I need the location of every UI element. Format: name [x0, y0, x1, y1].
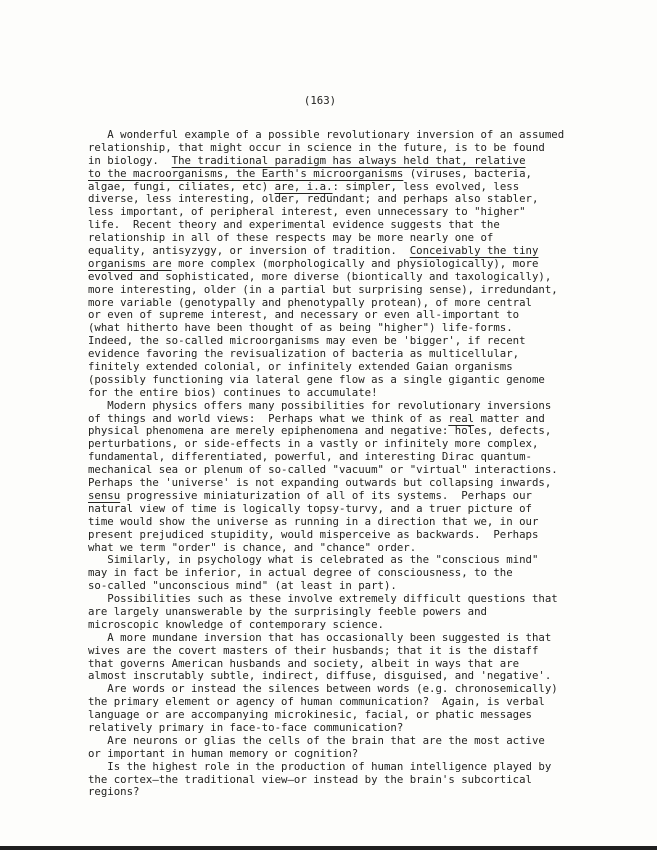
text-line: diverse, less interesting, older, redundant; and perhaps also stabler, [88, 192, 539, 206]
text-line: Similarly, in psychology what is celebrated as the "conscious mind" [88, 553, 539, 567]
scan-edge-artifact [0, 846, 657, 850]
text-line: A wonderful example of a possible revolutionary inversion of an assumed [88, 128, 565, 141]
text-line: that governs American husbands and society, albeit in ways that are [88, 656, 520, 670]
text-line: finitely extended colonial, or infinitely extended Gaian organisms [88, 360, 513, 374]
text-line: life. Recent theory and experimental evidence suggests that the [88, 218, 500, 232]
text-line: time would show the universe as running in a direction that we, in our [88, 514, 539, 528]
text-line: natural view of time is logically topsy-turvy, and a truer picture of [88, 501, 532, 515]
text-line: Perhaps the 'universe' is not expanding outwards but collapsing inwards, [88, 476, 552, 490]
text-line: more variable (genotypally and phenotypally protean), of more central [88, 295, 532, 309]
page-body [88, 129, 588, 799]
text-line: equality, antisyzygy, or inversion of tradition. Conceivably the tiny [88, 244, 539, 258]
text-line: mechanical sea or plenum of so-called "vacuum" or "virtual" interactions. [88, 463, 558, 477]
text-line: Indeed, the so-called microorganisms may even be 'bigger', if recent [88, 334, 526, 348]
text-line: (possibly functioning via lateral gene flow as a single gigantic genome [88, 372, 545, 386]
text-line: evolved and sophisticated, more diverse (biontically and taxologically), [88, 269, 552, 283]
text-line: language or are accompanying microkinesic, facial, or phatic messages [88, 708, 532, 722]
text-line: relatively primary in face-to-face communication? [88, 720, 404, 734]
text-line: of things and world views: Perhaps what we think of as real matter and [88, 411, 545, 425]
text-line: Possibilities such as these involve extremely difficult questions that [88, 592, 558, 606]
text-line: so-called "unconscious mind" (at least in part). [88, 579, 397, 593]
text-line: for the entire bios) continues to accumulate! [88, 385, 378, 399]
text-line: microscopic knowledge of contemporary science. [88, 617, 384, 631]
text-line: physical phenomena are merely epiphenomena and negative: holes, defects, [88, 424, 552, 438]
text-line: present prejudiced stupidity, would misperceive as backwards. Perhaps [88, 527, 539, 541]
text-line: A more mundane inversion that has occasionally been suggested is that [88, 630, 552, 644]
text-line: relationship, that might occur in science in the future, is to be found [88, 140, 545, 154]
text-line: Are neurons or glias the cells of the brain that are the most active [88, 733, 545, 747]
text-line: may in fact be inferior, in actual degree of consciousness, to the [88, 566, 513, 580]
text-line: (what hitherto have been thought of as being "higher") life-forms. [88, 321, 513, 335]
text-line: the cortex—the traditional view—or instead by the brain's subcortical [88, 772, 532, 786]
text-line: more interesting, older (in a partial but surprising sense), irredundant, [88, 282, 558, 296]
text-line: perturbations, or side-effects in a vastly or infinitely more complex, [88, 437, 539, 451]
text-line: or important in human memory or cognition? [88, 746, 359, 760]
text-line: what we term "order" is chance, and "chance" order. [88, 540, 417, 554]
text-line: almost inscrutably subtle, indirect, diffuse, disguised, and 'negative'. [88, 669, 552, 683]
text-line: Modern physics offers many possibilities for revolutionary inversions [88, 398, 552, 412]
text-line: relationship in all of these respects may be more nearly one of [88, 231, 494, 245]
text-line: in biology. The traditional paradigm has always held that, relative [88, 153, 526, 167]
text-line: fundamental, differentiated, powerful, and interesting Dirac quantum- [88, 450, 532, 464]
text-line: organisms are more complex (morphologically and physiologically), more [88, 256, 539, 270]
text-line: regions? [88, 785, 140, 799]
text-line: or even of supreme interest, and necessary or even all-important to [88, 308, 520, 322]
text-line: Is the highest role in the production of human intelligence played by [88, 759, 552, 773]
text-line: algae, fungi, ciliates, etc) are, i.a.: simpler, less evolved, less [88, 179, 520, 193]
text-line: sensu progressive miniaturization of all of its systems. Perhaps our [88, 488, 532, 502]
page-number: (163) [303, 94, 337, 107]
text-line: Are words or instead the silences between words (e.g. chronosemically) [88, 682, 558, 696]
text-line: less important, of peripheral interest, even unnecessary to "higher" [88, 205, 526, 219]
text-line: wives are the covert masters of their husbands; that it is the distaff [88, 643, 539, 657]
text-line: are largely unanswerable by the surprisingly feeble powers and [88, 604, 487, 618]
text-line: evidence favoring the revisualization of bacteria as multicellular, [88, 347, 520, 361]
text-line: the primary element or agency of human communication? Again, is verbal [88, 695, 545, 709]
text-line: to the macroorganisms, the Earth's microorganisms (viruses, bacteria, [88, 166, 532, 180]
